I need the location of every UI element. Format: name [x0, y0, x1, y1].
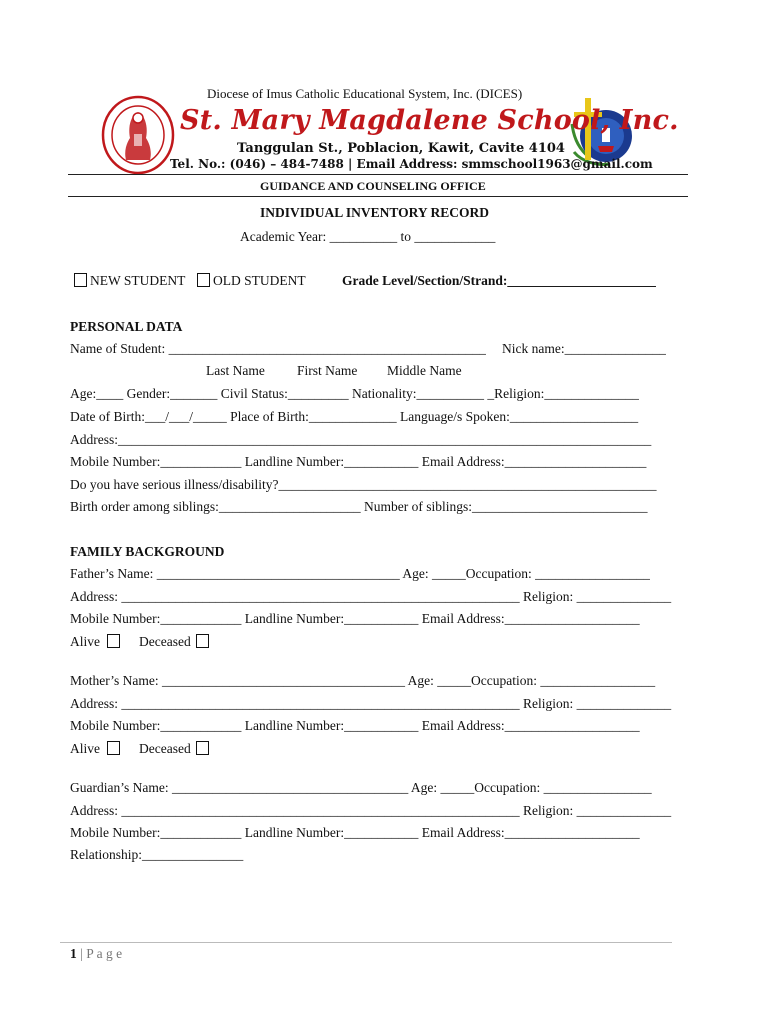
middle-name-label: Middle Name — [387, 363, 462, 378]
father-address-line[interactable]: Address: ___________________________________________________________ Religion: ______________ — [70, 589, 672, 604]
alive-label: Alive — [70, 741, 100, 756]
student-name-field[interactable]: Name of Student: _______________________________________________ — [70, 341, 486, 356]
father-name-line[interactable]: Father’s Name: ____________________________________ Age: _____Occupation: _________________ — [70, 566, 650, 581]
nickname-field[interactable]: Nick name:_______________ — [502, 341, 666, 356]
grade-level-field[interactable]: Grade Level/Section/Strand:______________________ — [342, 273, 656, 288]
deceased-label: Deceased — [139, 741, 191, 756]
address-field[interactable]: Address:_______________________________________________________________________________ — [70, 432, 652, 447]
family-background-heading: FAMILY BACKGROUND — [70, 544, 225, 559]
old-student-checkbox[interactable] — [197, 273, 210, 287]
mother-contact-line[interactable]: Mobile Number:____________ Landline Number:___________ Email Address:____________________ — [70, 718, 640, 733]
age-gender-line[interactable]: Age:____ Gender:_______ Civil Status:_________ Nationality:__________ _Religion:______________ — [70, 386, 639, 401]
deceased-label: Deceased — [139, 634, 191, 649]
guardian-contact-line[interactable]: Mobile Number:____________ Landline Number:___________ Email Address:____________________ — [70, 825, 640, 840]
new-student-option[interactable] — [74, 273, 185, 289]
office-title: GUIDANCE AND COUNSELING OFFICE — [260, 179, 486, 193]
birth-date-line[interactable]: Date of Birth:___/___/_____ Place of Birth:_____________ Language/s Spoken:___________________ — [70, 409, 639, 424]
mother-address-line[interactable]: Address: ___________________________________________________________ Religion: ______________ — [70, 696, 672, 711]
guardian-name-line[interactable]: Guardian’s Name: ___________________________________ Age: _____Occupation: ________________ — [70, 780, 652, 795]
school-address: Tanggulan St., Poblacion, Kawit, Cavite 4104 — [237, 141, 565, 156]
last-name-label: Last Name — [206, 363, 265, 378]
mother-name-line[interactable]: Mother’s Name: ____________________________________ Age: _____Occupation: _________________ — [70, 673, 656, 688]
school-contact: Tel. No.: (046) – 484-7488 | Email Address: smmschool1963@gmail.com — [170, 157, 653, 171]
personal-data-heading: PERSONAL DATA — [70, 319, 183, 334]
alive-label: Alive — [70, 634, 100, 649]
diocese-line: Diocese of Imus Catholic Educational System, Inc. (DICES) — [207, 86, 523, 101]
new-student-label: NEW STUDENT — [90, 273, 186, 288]
footer-rule — [60, 942, 672, 943]
school-seal-left — [92, 76, 168, 158]
page-footer — [70, 946, 122, 962]
old-student-option[interactable] — [197, 273, 306, 289]
guardian-relationship-field[interactable]: Relationship:_______________ — [70, 847, 244, 862]
old-student-label: OLD STUDENT — [213, 273, 306, 288]
father-deceased-option[interactable] — [139, 634, 212, 650]
contact-line[interactable]: Mobile Number:____________ Landline Number:___________ Email Address:_____________________ — [70, 454, 647, 469]
header-rule-top — [68, 174, 688, 175]
new-student-checkbox[interactable] — [74, 273, 87, 287]
guardian-address-line[interactable]: Address: ___________________________________________________________ Religion: ______________ — [70, 803, 672, 818]
first-name-label: First Name — [297, 363, 358, 378]
siblings-line[interactable]: Birth order among siblings:_____________________ Number of siblings:__________________________ — [70, 499, 648, 514]
mother-alive-option[interactable] — [70, 741, 123, 757]
school-name: St. Mary Magdalene School, Inc. — [180, 105, 679, 136]
page-number: 1 — [70, 946, 77, 961]
mother-deceased-checkbox[interactable] — [196, 741, 209, 755]
academic-year: Academic Year: __________ to ____________ — [240, 229, 496, 244]
father-alive-option[interactable] — [70, 634, 123, 650]
mother-deceased-option[interactable] — [139, 741, 212, 757]
father-contact-line[interactable]: Mobile Number:____________ Landline Number:___________ Email Address:____________________ — [70, 611, 640, 626]
father-alive-checkbox[interactable] — [107, 634, 120, 648]
mother-alive-checkbox[interactable] — [107, 741, 120, 755]
form-title: INDIVIDUAL INVENTORY RECORD — [260, 205, 490, 220]
page-label: | P a g e — [76, 946, 123, 961]
illness-field[interactable]: Do you have serious illness/disability?________________________________________________________ — [70, 477, 657, 492]
father-deceased-checkbox[interactable] — [196, 634, 209, 648]
header-rule-bottom — [68, 196, 688, 197]
